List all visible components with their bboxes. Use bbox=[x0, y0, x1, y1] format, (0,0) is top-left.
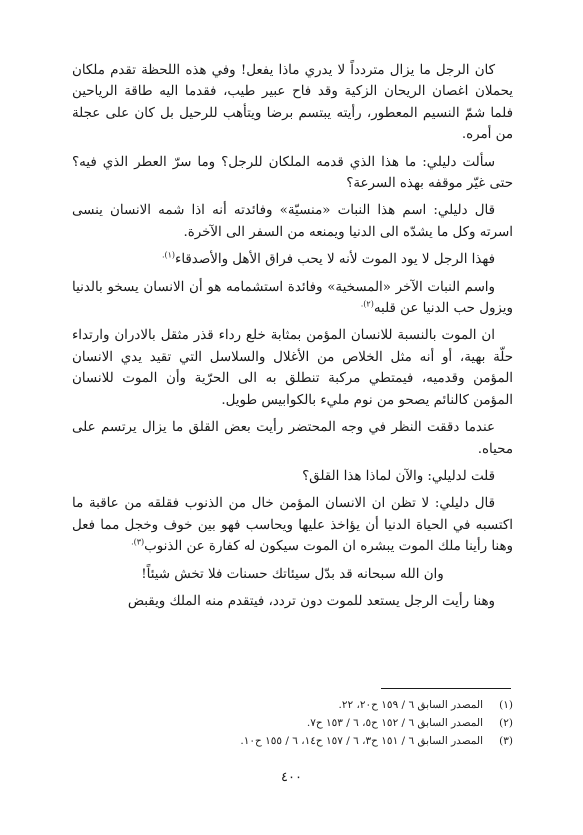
footnote-number: (٢) bbox=[499, 717, 513, 729]
paragraph: ان الموت بالنسبة للانسان المؤمن بمثابة خلع رداء قذر مثقل بالادران وارتداء حلّة بهية، أو أنه مثل الخلاص من الأغلال والسلاسل التي تقيد يدي الانسان المؤمن وقدميه، فيمتطي مركبة تنطلق به الى الحرّية وأن الموت للانسان المؤمن كالنائم يصحو من نوم مليء بالكوابيس طويل. bbox=[72, 328, 513, 408]
footnote-separator bbox=[381, 688, 511, 689]
footnote-number: (٣) bbox=[499, 735, 513, 747]
footnote-ref: (٢). bbox=[360, 299, 374, 309]
paragraph-centered: وان الله سبحانه قد بدّل سيئاتك حسنات فلا تخش شيئاً! bbox=[141, 566, 444, 582]
paragraph: عندما دققت النظر في وجه المحتضر رأيت بعض القلق ما يزال يرتسم على محياه. bbox=[72, 420, 513, 457]
footnote bbox=[72, 696, 513, 714]
body-text bbox=[72, 60, 513, 618]
footnote-ref: (١). bbox=[161, 250, 176, 260]
paragraph: قال دليلي: لا تظن ان الانسان المؤمن خال من الذنوب فقلقه من عاقبة ما اكتسبه في الحياة الدنيا أن يؤاخذ عليها ويحاسب فهو بين خوف وخجل مما فعل وهنا رأينا ملك الموت يبشره ان الموت سيكون له كفارة عن الذنوب$^{(٣).}$ bbox=[72, 496, 513, 555]
footnote-text: المصدر السابق ٦ / ١٥١ ح٣، ٦ / ١٥٧ ح١٤، ٦ / ١٥٥ ح١٠. bbox=[240, 735, 483, 747]
paragraph: فهذا الرجل لا يود الموت لأنه لا يحب فراق الأهل والأصدقاء$^{(١).}$ bbox=[161, 250, 495, 268]
paragraph: قلت لدليلي: والآن لماذا هذا القلق؟ bbox=[302, 468, 495, 484]
footnote-ref: (٣). bbox=[131, 537, 145, 547]
footnote-text: المصدر السابق ٦ / ١٥٩ ح٢٠، ٢٢. bbox=[338, 699, 483, 711]
footnotes bbox=[72, 696, 513, 750]
footnote bbox=[72, 732, 513, 750]
paragraph: كان الرجل ما يزال متردداً لا يدري ماذا يفعل! وفي هذه اللحظة تقدم ملكان يحملان اغصان الريحان الزكية وقد فاح عبير طيب، فقدما اليه طاقة الرياحين فلما شمّ النسيم المعطور، رأيته يبتسم برضا ويتأهب للرحيل بل كان على عجلة من أمره. bbox=[72, 63, 513, 143]
footnote-number: (١) bbox=[499, 699, 513, 711]
footnote-text: المصدر السابق ٦ / ١٥٢ ح٥، ٦ / ١٥٣ ح٧. bbox=[306, 717, 483, 729]
page-number: ٤٠٠ bbox=[281, 770, 302, 785]
paragraph: سألت دليلي: ما هذا الذي قدمه الملكان للرجل؟ وما سرّ العطر الذي فيه؟ حتى غيّر موقفه بهذه السرعة؟ bbox=[72, 154, 513, 192]
paragraph: وهنا رأيت الرجل يستعد للموت دون تردد، فيتقدم منه الملك ويقبض bbox=[127, 593, 495, 609]
paragraph: قال دليلي: اسم هذا النبات «منسيّة» وفائدته أنه اذا شمه الانسان ينسى اسرته وكل ما يشدّه الى الدنيا ويمنعه من السفر الى الآخرة. bbox=[72, 203, 513, 240]
footnote bbox=[72, 714, 513, 732]
paragraph: واسم النبات الآخر «المسخية» وفائدة استشمامه هو أن الانسان يسخو بالدنيا ويزول حب الدنيا عن قلبه$^{(٢).}$ bbox=[72, 279, 513, 317]
